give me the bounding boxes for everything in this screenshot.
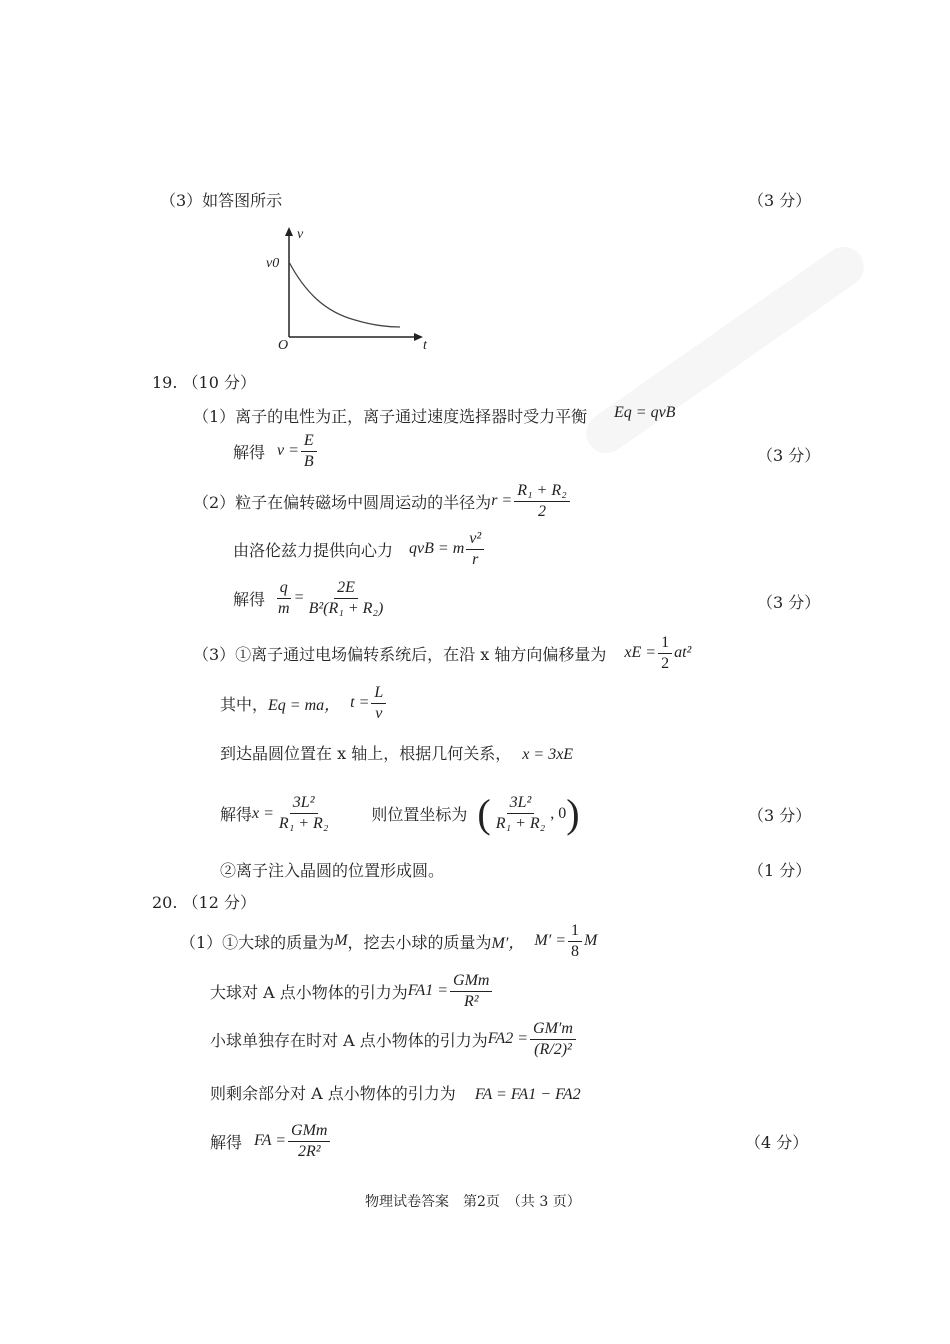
coord-denominator: R₁ + R₂ bbox=[495, 815, 546, 832]
coord-numerator: 3L² bbox=[507, 794, 535, 814]
qm-denominator: m bbox=[278, 599, 290, 617]
q20-l2-text: 大球对 A 点小物体的引力为 bbox=[210, 982, 408, 1002]
q20-p1-line bbox=[180, 922, 597, 960]
x-eq: x = bbox=[252, 804, 274, 822]
q19-p3-2-text: ②离子注入晶圆的位置形成圆。 bbox=[220, 861, 445, 880]
q19-p3-2-score: （1 分） bbox=[748, 861, 812, 880]
geom-eq: x = 3xE bbox=[522, 746, 574, 763]
r-numerator: R₁ + R₂ bbox=[514, 482, 569, 502]
r-denominator: 2 bbox=[537, 502, 546, 520]
big-mass: M bbox=[334, 932, 348, 950]
graph-v0-label: v0 bbox=[266, 256, 280, 271]
qm-numerator: q bbox=[277, 579, 291, 599]
q19-p2-score: （3 分） bbox=[757, 593, 821, 612]
t-fraction bbox=[371, 684, 386, 722]
lorentz-numerator: v² bbox=[466, 530, 484, 550]
fa1-denominator: R² bbox=[463, 992, 479, 1010]
coord-text: 则位置坐标为 bbox=[371, 805, 468, 824]
qm-result-numerator: 2E bbox=[334, 579, 358, 599]
q19-p3-solve-line: 解得 x = $\frac{\text{3L²}}{\text{R₁ + R₂}}$ 则位置坐标为 ( $\frac{\text{3L²}}{\text{R₁ + R₂}}$ , 0 ) bbox=[220, 791, 580, 836]
q19-p3-score: （3 分） bbox=[748, 806, 812, 825]
fa2-fraction bbox=[530, 1020, 576, 1058]
q20-l3-text: 小球单独存在时对 A 点小物体的引力为 bbox=[210, 1030, 488, 1050]
fa-eq: FA = bbox=[254, 1132, 287, 1150]
qm-fraction bbox=[275, 579, 293, 617]
q19-p3-where-line bbox=[220, 684, 388, 722]
solve-label: 解得 bbox=[210, 1132, 243, 1152]
q19-p3-line bbox=[193, 634, 691, 672]
q20-l5-line bbox=[210, 1122, 332, 1160]
fa-diff-eq: FA = FA1 − FA2 bbox=[474, 1086, 581, 1103]
graph-origin-label: O bbox=[278, 338, 289, 353]
q19-p1-score: （3 分） bbox=[757, 446, 821, 465]
x-numerator: 3L² bbox=[290, 794, 318, 814]
q20-l5-score: （4 分） bbox=[745, 1133, 809, 1152]
q19-p3-text: （3）①离子通过电场偏转系统后，在沿 x 轴方向偏移量为 bbox=[193, 644, 607, 664]
eighth-fraction bbox=[568, 922, 582, 960]
mass-eq-tail: M bbox=[584, 932, 598, 950]
q19-p3-geom bbox=[220, 741, 573, 764]
geom-text: 到达晶圆位置在 x 轴上，根据几何关系， bbox=[220, 744, 512, 763]
small-mass: M′， bbox=[491, 934, 525, 952]
xe-eq: xE = bbox=[624, 644, 657, 662]
x-denominator: R₁ + R₂ bbox=[278, 815, 329, 832]
qm-result-fraction bbox=[306, 579, 387, 617]
v-numerator: E bbox=[301, 432, 317, 452]
q18-part3-score: （3 分） bbox=[748, 191, 812, 210]
t-eq: t = bbox=[350, 694, 370, 712]
eighth-numerator: 1 bbox=[568, 922, 582, 942]
half-fraction bbox=[658, 634, 672, 672]
coord-fraction bbox=[493, 794, 548, 832]
q18-part3-label: （3）如答图所示 bbox=[160, 191, 283, 210]
qm-result-denominator: B²(R₁ + R₂) bbox=[308, 599, 384, 617]
q19-p2-solve-line: 解得 $\frac{q}{m}$ = $\frac{2E}{\text{B²(R₁ + R₂)}}$ bbox=[233, 579, 388, 617]
v-eq: v = bbox=[277, 442, 299, 460]
where-label: 其中， bbox=[220, 694, 269, 714]
fa-denominator: 2R² bbox=[297, 1142, 321, 1160]
fa1-fraction bbox=[450, 972, 492, 1010]
solve-label: 解得 bbox=[233, 589, 266, 609]
v-denominator: B bbox=[303, 452, 314, 470]
r-eq: r = bbox=[491, 492, 513, 510]
fa1-eq: FA1 = bbox=[407, 982, 449, 1000]
decay-curve bbox=[289, 262, 400, 327]
fa2-numerator: GM′m bbox=[530, 1020, 576, 1040]
v-t-graph bbox=[255, 222, 440, 357]
x-fraction bbox=[276, 794, 331, 832]
t-numerator: L bbox=[371, 684, 386, 704]
lorentz-denominator: r bbox=[472, 550, 479, 568]
q19-header: 19. （10 分） bbox=[152, 373, 256, 392]
r-fraction bbox=[514, 482, 569, 520]
t-denominator: v bbox=[375, 704, 383, 722]
q20-p1-text: （1）①大球的质量为 bbox=[180, 932, 335, 952]
watermark bbox=[578, 239, 871, 461]
eighth-denominator: 8 bbox=[571, 942, 579, 960]
v-fraction bbox=[301, 432, 317, 470]
at2: at² bbox=[674, 644, 692, 662]
lorentz-text: 由洛伦兹力提供向心力 bbox=[233, 540, 394, 560]
solve-label: 解得 bbox=[220, 805, 253, 824]
eq-ma: Eq = ma， bbox=[268, 696, 341, 714]
q20-l4-text: 则剩余部分对 A 点小物体的引力为 bbox=[210, 1084, 456, 1103]
graph-y-label: v bbox=[297, 227, 304, 242]
q19-p1-text: （1）离子的电性为正，离子通过速度选择器时受力平衡 bbox=[193, 407, 588, 426]
page-footer: 物理试卷答案 第2页 （共 3 页） bbox=[365, 1194, 581, 1210]
t-axis-arrow bbox=[414, 333, 423, 341]
fa1-numerator: GMm bbox=[450, 972, 492, 992]
q20-p1-mid: ，挖去小球的质量为 bbox=[347, 932, 492, 952]
q20-l4-line bbox=[210, 1081, 581, 1104]
fa-numerator: GMm bbox=[288, 1122, 330, 1142]
q20-header: 20. （12 分） bbox=[152, 893, 256, 912]
fa2-denominator: (R/2)² bbox=[534, 1040, 572, 1058]
q20-l3-line bbox=[210, 1020, 578, 1058]
fa-fraction bbox=[288, 1122, 330, 1160]
q19-p1-solve-line bbox=[233, 432, 319, 470]
half-numerator: 1 bbox=[658, 634, 672, 654]
fa2-eq: FA2 = bbox=[487, 1030, 529, 1048]
lorentz-eq: qvB = m bbox=[409, 540, 465, 558]
v-axis-arrow bbox=[285, 227, 293, 236]
q19-p1-eq: Eq = qvB bbox=[614, 404, 676, 421]
graph-x-label: t bbox=[423, 338, 427, 353]
lorentz-fraction bbox=[466, 530, 484, 568]
mass-eq: M′ = bbox=[534, 932, 566, 950]
solve-label: 解得 bbox=[233, 442, 266, 462]
q19-p2-lorentz-line bbox=[233, 530, 486, 568]
q19-p2-text: （2）粒子在偏转磁场中圆周运动的半径为 bbox=[193, 492, 492, 512]
half-denominator: 2 bbox=[661, 654, 670, 672]
q19-p2-line bbox=[193, 482, 572, 520]
q20-l2-line bbox=[210, 972, 494, 1010]
coord-tail: , 0 bbox=[550, 804, 567, 822]
